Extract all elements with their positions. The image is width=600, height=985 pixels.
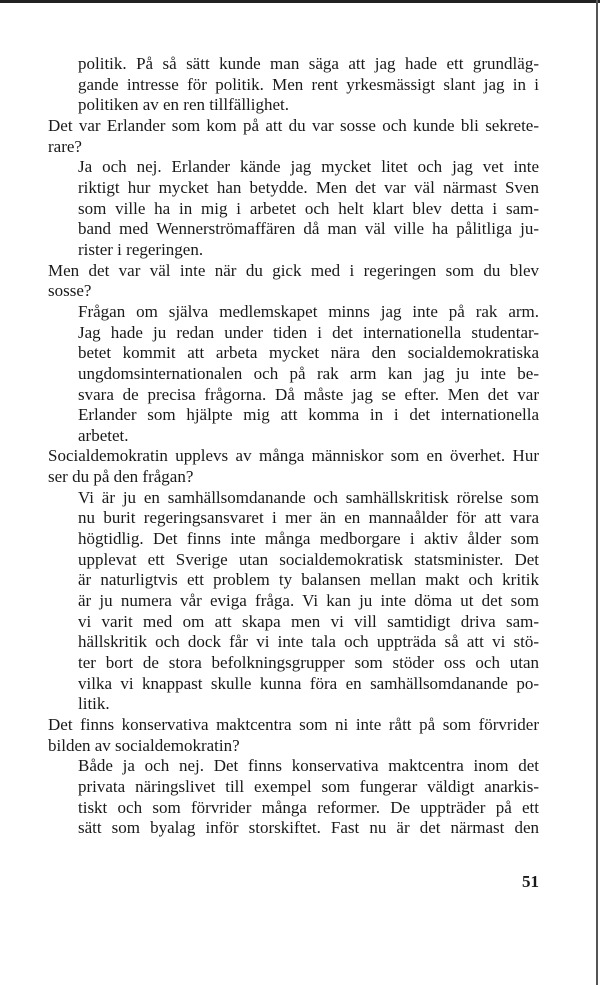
text-line: Men det var väl inte när du gick med i regeringen som du blev	[48, 260, 539, 280]
text-line: politiken av en ren tillfällighet.	[78, 95, 290, 115]
text-line: gande intresse för politik. Men rent yrkesmässigt slant jag in i	[78, 74, 539, 94]
text-line: högtidlig. Det finns inte många medborgare i aktiv ålder som	[78, 529, 539, 549]
question-paragraph	[48, 261, 539, 302]
text-line: arbetet.	[78, 425, 129, 445]
text-line: Socialdemokratin upplevs av många människor som en överhet. Hur	[48, 446, 539, 466]
question-paragraph	[48, 715, 539, 756]
text-line: litik.	[78, 694, 110, 714]
text-line: sosse?	[48, 281, 92, 301]
answer-paragraph	[48, 54, 539, 116]
text-line: Både ja och nej. Det finns konservativa maktcentra inom det	[78, 756, 539, 776]
text-line: ungdomsinternationalen och på rak arm kan jag ju inte be-	[78, 363, 539, 383]
answer-paragraph	[48, 157, 539, 260]
text-line: nu burit regeringsansvaret i mer än en mannaålder för att vara	[78, 508, 539, 528]
text-line: Jag hade ju redan under tiden i det internationella studentar-	[78, 322, 539, 342]
text-line: vilka vi knappast skulle kunna föra en samhällsomdanande po-	[78, 673, 539, 693]
text-line: privata näringslivet till exempel som fungerar väldigt anarkis-	[78, 776, 539, 796]
text-line: rister i regeringen.	[78, 239, 204, 259]
text-line: bilden av socialdemokratin?	[48, 735, 240, 755]
text-line: betet kommit att arbeta mycket nära den socialdemokratiska	[78, 343, 539, 363]
text-line: hällskritik och dock får vi inte tala och uppträda så att vi stö-	[78, 632, 539, 652]
text-line: upplevat ett Sverige utan socialdemokratisk statsminister. Det	[78, 549, 539, 569]
answer-paragraph	[48, 756, 539, 839]
text-line: vi varit med om att skapa men vi vill samtidigt driva sam-	[78, 611, 539, 631]
text-line: sätt som byalag inför storskiftet. Fast nu är det närmast den	[78, 818, 539, 838]
page-top-border	[0, 0, 600, 3]
text-line: ter bort de stora befolkningsgrupper som stöder oss och utan	[78, 653, 539, 673]
body-text	[48, 54, 539, 839]
page-number: 51	[522, 872, 539, 891]
question-paragraph	[48, 446, 539, 487]
text-line: Erlander som hjälpte mig att komma in i det internationella	[78, 405, 539, 425]
text-line: Vi är ju en samhällsomdanande och samhällskritisk rörelse som	[78, 487, 539, 507]
answer-paragraph	[48, 302, 539, 447]
text-line: Ja och nej. Erlander kände jag mycket litet och jag vet inte	[78, 157, 539, 177]
text-line: svara de precisa frågorna. Då måste jag se efter. Men det var	[78, 384, 539, 404]
question-paragraph	[48, 116, 539, 157]
text-line: riktigt hur mycket han betydde. Men det var väl närmast Sven	[78, 177, 539, 197]
text-line: rare?	[48, 136, 82, 156]
text-line: politik. På så sätt kunde man säga att jag hade ett grundläg-	[78, 54, 539, 73]
text-line: tiskt och som förvrider många reformer. De uppträder på ett	[78, 797, 539, 817]
text-line: som ville ha in mig i arbetet och helt klart blev detta i sam-	[78, 198, 539, 218]
text-line: är naturligtvis ett problem ty balansen mellan makt och kritik	[78, 570, 539, 590]
text-line: Det var Erlander som kom på att du var sosse och kunde bli sekrete-	[48, 115, 539, 135]
page-right-border	[596, 0, 598, 985]
text-line: Det finns konservativa maktcentra som ni inte rått på som förvrider	[48, 715, 539, 734]
text-line: band med Wennerströmaffären då man väl ville ha pålitliga ju-	[78, 219, 539, 239]
text-line: ser du på den frågan?	[48, 467, 194, 487]
text-line: är ju numera vår eviga fråga. Vi kan ju inte döma ut det som	[78, 591, 539, 611]
text-line: Frågan om själva medlemskapet minns jag inte på rak arm.	[78, 301, 539, 321]
answer-paragraph	[48, 488, 539, 715]
